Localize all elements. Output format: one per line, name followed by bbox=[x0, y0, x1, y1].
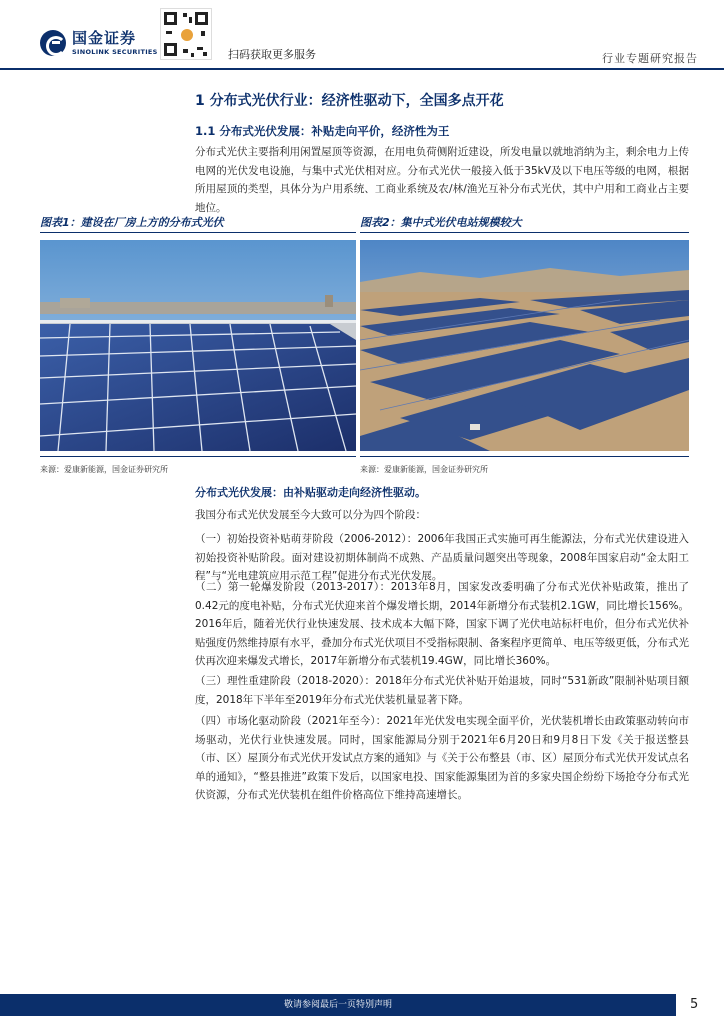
figure-2-solar-farm-photo bbox=[360, 240, 689, 451]
figure-2-rule bbox=[360, 232, 689, 233]
stage-4-paragraph: （四）市场化驱动阶段（2021年至今）：2021年光伏发电实现全面平价，光伏装机增长由政策驱动转向市场驱动，光伏行业快速发展。同时，国家能源局分别于2021年6月20日和9月8日下发《关于报送整县（市、区）屋顶分布式光伏开发试点方案的通知》与《关于公布整县（市、区）屋顶分布式光伏开发试点名单的通知》，“整县推进”政策下发后，以国家电投、国家能源集团为首的多家央国企纷纷下场抢夺分布式光伏资源，分布式光伏装机在组件价格高位下维持高速增长。 bbox=[195, 715, 689, 801]
page-number: 5 bbox=[690, 997, 699, 1012]
logo-icon bbox=[40, 30, 66, 56]
figure-1-title: 图表1：建设在厂房上方的分布式光伏 bbox=[40, 216, 224, 229]
company-logo bbox=[40, 30, 158, 56]
stage-2-paragraph: （二）第一轮爆发阶段（2013-2017）：2013年8月，国家发改委明确了分布式光伏补贴政策，推出了0.42元的度电补贴，分布式光伏迎来首个爆发增长期，2014年新增分布式装机2.1GW，同比增长156%。2016年后，随着光伏行业快速发展、技术成本大幅下降，国家下调了光伏电站标杆电价，但分布式光伏补贴强度仍然维持原有水平，叠加分布式光伏项目不受指标限制、备案程序更简单、电压等级更低，分布式光伏再次迎来爆发式增长，2017年新增分布式装机19.4GW，同比增长360%。 bbox=[195, 581, 689, 667]
header-divider bbox=[0, 68, 724, 70]
disclaimer-link[interactable]: 敬请参阅最后一页特别声明 bbox=[283, 1000, 392, 1010]
qr-caption: 扫码获取更多服务 bbox=[228, 48, 316, 61]
qr-code-icon[interactable] bbox=[160, 8, 212, 60]
stage-1-paragraph: （一）初始投资补贴萌芽阶段（2006-2012）：2006年我国正式实施可再生能源法，分布式光伏建设进入初始投资补贴阶段。面对建设初期体制尚不成熟、产品质量问题突出等现象，2008年国家启动“金太阳工程”与“光电建筑应用示范工程”促进分布式光伏发展。 bbox=[195, 533, 689, 582]
logo-name-cn: 国金证券 bbox=[72, 28, 137, 47]
qr-center-logo bbox=[179, 27, 195, 43]
figure-1-source: 来源：爱康新能源，国金证券研究所 bbox=[40, 465, 168, 474]
page-header bbox=[0, 0, 724, 70]
report-type: 行业专题研究报告 bbox=[602, 52, 698, 65]
page-footer bbox=[0, 994, 724, 1024]
development-lead: 我国分布式光伏发展至今大致可以分为四个阶段： bbox=[195, 509, 426, 521]
figure-1-rooftop-solar-photo bbox=[40, 240, 356, 451]
section-heading: 1 分布式光伏行业：经济性驱动下，全国多点开花 bbox=[195, 93, 504, 109]
figure-1-rule bbox=[40, 232, 356, 233]
stage-3-paragraph: （三）理性重建阶段（2018-2020）：2018年分布式光伏补贴开始退坡，同时“531新政”限制补贴项目额度，2018年下半年至2019年分布式光伏装机量显著下降。 bbox=[195, 675, 689, 706]
figure-2-title: 图表2：集中式光伏电站规模较大 bbox=[360, 216, 522, 229]
logo-name-en: SINOLINK SECURITIES bbox=[72, 47, 158, 56]
figure-2-bottom-rule bbox=[360, 456, 689, 457]
figure-1-bottom-rule bbox=[40, 456, 356, 457]
development-heading: 分布式光伏发展：由补贴驱动走向经济性驱动。 bbox=[195, 486, 426, 499]
subsection-heading: 1.1 分布式光伏发展：补贴走向平价，经济性为王 bbox=[195, 124, 450, 138]
intro-paragraph: 分布式光伏主要指利用闲置屋顶等资源，在用电负荷侧附近建设，所发电量以就地消纳为主，剩余电力上传电网的光伏发电设施，与集中式光伏相对应。分布式光伏一般接入低于35kV及以下电压等级的电网，根据所用屋顶的类型，具体分为户用系统、工商业系统及农/林/渔光互补分布式光伏，其中户用和工商业占主要地位。 bbox=[195, 146, 689, 214]
figure-2-source: 来源：爱康新能源，国金证券研究所 bbox=[360, 465, 488, 474]
